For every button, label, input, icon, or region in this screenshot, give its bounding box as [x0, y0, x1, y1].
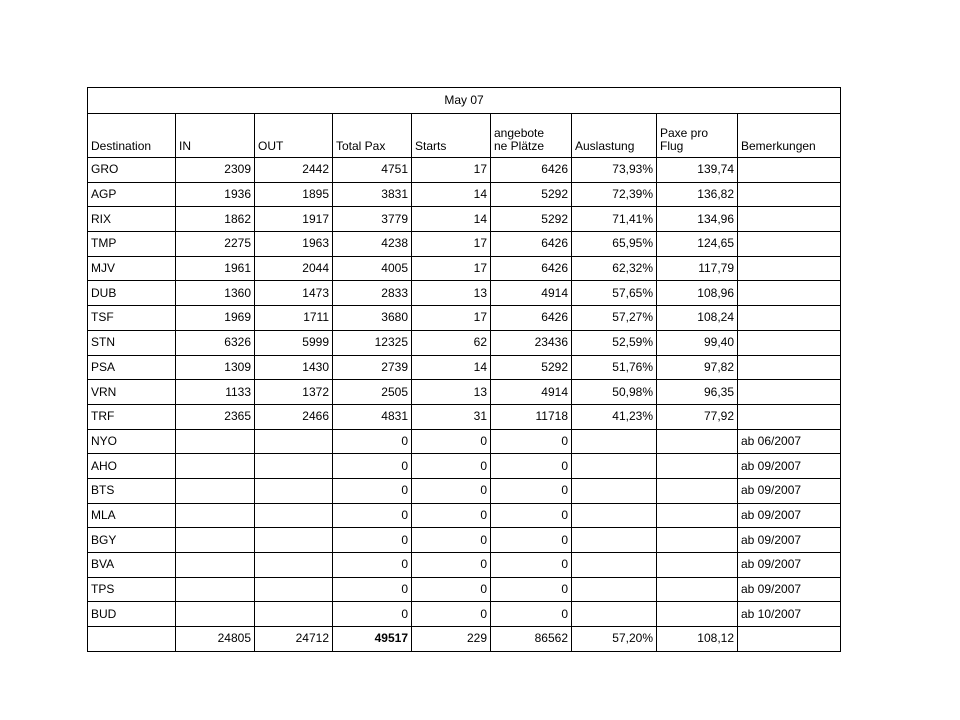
cell-seats: 5292: [491, 182, 572, 207]
cell-bemerkungen: ab 09/2007: [738, 454, 841, 479]
cell-total-pax: 4751: [333, 158, 412, 183]
passenger-stats-table: [87, 87, 841, 652]
cell-starts: 17: [412, 158, 491, 183]
cell-out: [255, 478, 333, 503]
header-angebotene-platze-line1: angebote: [494, 126, 545, 140]
cell-destination: BGY: [88, 528, 176, 553]
cell-out: [255, 602, 333, 627]
header-paxe-pro-flug-line2: Flug: [660, 139, 684, 153]
cell-seats: 5292: [491, 207, 572, 232]
header-in: IN: [176, 114, 255, 158]
cell-paxe-pro-flug: [657, 454, 738, 479]
cell-total-pax: 4238: [333, 232, 412, 257]
cell-bemerkungen: [738, 330, 841, 355]
cell-starts: 17: [412, 306, 491, 331]
cell-seats: 4914: [491, 380, 572, 405]
cell-seats: 0: [491, 528, 572, 553]
cell-auslastung: [572, 503, 657, 528]
cell-seats: 0: [491, 429, 572, 454]
cell-destination: BVA: [88, 553, 176, 578]
cell-total-pax: 0: [333, 478, 412, 503]
cell-destination: RIX: [88, 207, 176, 232]
table-row: [88, 355, 841, 380]
cell-seats: 6426: [491, 158, 572, 183]
cell-out: 1963: [255, 232, 333, 257]
cell-bemerkungen: [738, 158, 841, 183]
cell-auslastung: [572, 429, 657, 454]
cell-starts: 14: [412, 182, 491, 207]
cell-paxe-pro-flug: 97,82: [657, 355, 738, 380]
total-cell-seats: 86562: [491, 627, 572, 652]
cell-in: 1133: [176, 380, 255, 405]
cell-in: [176, 429, 255, 454]
cell-in: 1936: [176, 182, 255, 207]
cell-total-pax: 3680: [333, 306, 412, 331]
header-paxe-pro-flug: [657, 114, 738, 158]
cell-seats: 6426: [491, 232, 572, 257]
cell-starts: 0: [412, 577, 491, 602]
table-row: [88, 429, 841, 454]
cell-bemerkungen: [738, 306, 841, 331]
cell-in: 1969: [176, 306, 255, 331]
header-angebotene-platze: [491, 114, 572, 158]
cell-total-pax: 3831: [333, 182, 412, 207]
cell-bemerkungen: [738, 256, 841, 281]
cell-in: [176, 503, 255, 528]
cell-auslastung: 51,76%: [572, 355, 657, 380]
cell-bemerkungen: ab 09/2007: [738, 503, 841, 528]
header-bemerkungen: Bemerkungen: [738, 114, 841, 158]
cell-starts: 31: [412, 404, 491, 429]
header-paxe-pro-flug-line1: Paxe pro: [660, 126, 709, 140]
cell-paxe-pro-flug: [657, 602, 738, 627]
cell-bemerkungen: ab 09/2007: [738, 553, 841, 578]
cell-starts: 17: [412, 256, 491, 281]
total-cell-destination: [88, 627, 176, 652]
cell-paxe-pro-flug: [657, 429, 738, 454]
cell-auslastung: [572, 478, 657, 503]
cell-paxe-pro-flug: 108,24: [657, 306, 738, 331]
cell-destination: NYO: [88, 429, 176, 454]
cell-bemerkungen: [738, 182, 841, 207]
cell-starts: 14: [412, 355, 491, 380]
cell-out: [255, 553, 333, 578]
header-row: [88, 114, 841, 158]
cell-total-pax: 3779: [333, 207, 412, 232]
table-row: [88, 577, 841, 602]
cell-in: [176, 602, 255, 627]
cell-paxe-pro-flug: [657, 528, 738, 553]
cell-starts: 0: [412, 429, 491, 454]
cell-total-pax: 2505: [333, 380, 412, 405]
cell-total-pax: 0: [333, 528, 412, 553]
cell-auslastung: [572, 528, 657, 553]
cell-destination: TMP: [88, 232, 176, 257]
total-cell-auslastung: 57,20%: [572, 627, 657, 652]
cell-destination: VRN: [88, 380, 176, 405]
cell-paxe-pro-flug: 124,65: [657, 232, 738, 257]
cell-out: 2466: [255, 404, 333, 429]
cell-destination: STN: [88, 330, 176, 355]
cell-auslastung: [572, 602, 657, 627]
table-row: [88, 281, 841, 306]
cell-bemerkungen: [738, 281, 841, 306]
cell-in: 1360: [176, 281, 255, 306]
cell-destination: AGP: [88, 182, 176, 207]
cell-destination: DUB: [88, 281, 176, 306]
table-row: [88, 330, 841, 355]
cell-total-pax: 0: [333, 577, 412, 602]
cell-in: 2365: [176, 404, 255, 429]
cell-in: [176, 454, 255, 479]
cell-out: [255, 577, 333, 602]
header-angebotene-platze-line2: ne Plätze: [494, 139, 545, 153]
table-row: [88, 503, 841, 528]
cell-paxe-pro-flug: [657, 503, 738, 528]
cell-paxe-pro-flug: 134,96: [657, 207, 738, 232]
cell-seats: 6426: [491, 306, 572, 331]
cell-out: 2044: [255, 256, 333, 281]
cell-out: [255, 503, 333, 528]
cell-auslastung: 50,98%: [572, 380, 657, 405]
cell-starts: 13: [412, 281, 491, 306]
cell-in: [176, 577, 255, 602]
cell-starts: 0: [412, 503, 491, 528]
cell-total-pax: 2833: [333, 281, 412, 306]
cell-paxe-pro-flug: [657, 553, 738, 578]
cell-total-pax: 0: [333, 454, 412, 479]
table-row: [88, 232, 841, 257]
cell-in: 1961: [176, 256, 255, 281]
cell-auslastung: 52,59%: [572, 330, 657, 355]
table-row: [88, 306, 841, 331]
cell-in: 2309: [176, 158, 255, 183]
cell-bemerkungen: ab 06/2007: [738, 429, 841, 454]
cell-bemerkungen: [738, 232, 841, 257]
cell-total-pax: 0: [333, 553, 412, 578]
cell-starts: 0: [412, 478, 491, 503]
table-row: [88, 207, 841, 232]
cell-total-pax: 0: [333, 602, 412, 627]
cell-paxe-pro-flug: [657, 577, 738, 602]
cell-auslastung: 72,39%: [572, 182, 657, 207]
total-cell-paxe-pro-flug: 108,12: [657, 627, 738, 652]
total-cell-in: 24805: [176, 627, 255, 652]
cell-seats: 5292: [491, 355, 572, 380]
cell-bemerkungen: [738, 355, 841, 380]
table-body: [88, 88, 841, 652]
cell-in: 1309: [176, 355, 255, 380]
cell-auslastung: 71,41%: [572, 207, 657, 232]
cell-paxe-pro-flug: 108,96: [657, 281, 738, 306]
cell-starts: 13: [412, 380, 491, 405]
cell-auslastung: 65,95%: [572, 232, 657, 257]
cell-auslastung: 57,65%: [572, 281, 657, 306]
table-row: [88, 602, 841, 627]
cell-starts: 14: [412, 207, 491, 232]
cell-total-pax: 12325: [333, 330, 412, 355]
cell-seats: 0: [491, 478, 572, 503]
cell-auslastung: 57,27%: [572, 306, 657, 331]
cell-bemerkungen: ab 09/2007: [738, 577, 841, 602]
cell-starts: 0: [412, 553, 491, 578]
totals-row: [88, 627, 841, 652]
cell-in: 2275: [176, 232, 255, 257]
cell-auslastung: [572, 577, 657, 602]
table-row: [88, 478, 841, 503]
cell-total-pax: 4831: [333, 404, 412, 429]
cell-destination: PSA: [88, 355, 176, 380]
cell-in: [176, 553, 255, 578]
cell-bemerkungen: [738, 207, 841, 232]
cell-destination: TRF: [88, 404, 176, 429]
cell-out: [255, 429, 333, 454]
cell-paxe-pro-flug: 139,74: [657, 158, 738, 183]
cell-out: 1372: [255, 380, 333, 405]
cell-starts: 17: [412, 232, 491, 257]
cell-bemerkungen: ab 10/2007: [738, 602, 841, 627]
cell-starts: 0: [412, 602, 491, 627]
cell-bemerkungen: ab 09/2007: [738, 478, 841, 503]
cell-paxe-pro-flug: 96,35: [657, 380, 738, 405]
cell-destination: MJV: [88, 256, 176, 281]
cell-destination: BUD: [88, 602, 176, 627]
header-starts: Starts: [412, 114, 491, 158]
cell-total-pax: 0: [333, 429, 412, 454]
cell-in: [176, 528, 255, 553]
cell-seats: 0: [491, 553, 572, 578]
cell-out: 2442: [255, 158, 333, 183]
cell-seats: 23436: [491, 330, 572, 355]
table-row: [88, 553, 841, 578]
total-cell-total-pax: 49517: [333, 627, 412, 652]
title-row: [88, 88, 841, 114]
table-row: [88, 256, 841, 281]
cell-seats: 0: [491, 602, 572, 627]
cell-seats: 0: [491, 577, 572, 602]
cell-auslastung: 62,32%: [572, 256, 657, 281]
cell-auslastung: [572, 553, 657, 578]
table-row: [88, 528, 841, 553]
cell-seats: 0: [491, 503, 572, 528]
cell-auslastung: 73,93%: [572, 158, 657, 183]
cell-paxe-pro-flug: 117,79: [657, 256, 738, 281]
header-out: OUT: [255, 114, 333, 158]
cell-in: 1862: [176, 207, 255, 232]
cell-starts: 0: [412, 528, 491, 553]
header-auslastung: Auslastung: [572, 114, 657, 158]
cell-total-pax: 0: [333, 503, 412, 528]
table-row: [88, 158, 841, 183]
cell-auslastung: [572, 454, 657, 479]
cell-destination: TPS: [88, 577, 176, 602]
table-title: May 07: [88, 88, 841, 114]
cell-starts: 62: [412, 330, 491, 355]
cell-destination: GRO: [88, 158, 176, 183]
cell-total-pax: 2739: [333, 355, 412, 380]
total-cell-starts: 229: [412, 627, 491, 652]
cell-total-pax: 4005: [333, 256, 412, 281]
cell-out: [255, 454, 333, 479]
cell-destination: MLA: [88, 503, 176, 528]
table-row: [88, 454, 841, 479]
cell-seats: 6426: [491, 256, 572, 281]
cell-out: 1895: [255, 182, 333, 207]
cell-out: 5999: [255, 330, 333, 355]
cell-destination: TSF: [88, 306, 176, 331]
cell-paxe-pro-flug: 99,40: [657, 330, 738, 355]
cell-out: 1430: [255, 355, 333, 380]
cell-bemerkungen: [738, 404, 841, 429]
cell-starts: 0: [412, 454, 491, 479]
cell-out: [255, 528, 333, 553]
cell-paxe-pro-flug: [657, 478, 738, 503]
table-row: [88, 404, 841, 429]
cell-in: 6326: [176, 330, 255, 355]
cell-destination: AHO: [88, 454, 176, 479]
cell-auslastung: 41,23%: [572, 404, 657, 429]
cell-in: [176, 478, 255, 503]
total-cell-out: 24712: [255, 627, 333, 652]
cell-out: 1917: [255, 207, 333, 232]
cell-seats: 0: [491, 454, 572, 479]
cell-paxe-pro-flug: 136,82: [657, 182, 738, 207]
cell-paxe-pro-flug: 77,92: [657, 404, 738, 429]
cell-bemerkungen: [738, 380, 841, 405]
cell-out: 1711: [255, 306, 333, 331]
cell-destination: BTS: [88, 478, 176, 503]
table-row: [88, 380, 841, 405]
total-cell-bemerkungen: [738, 627, 841, 652]
cell-out: 1473: [255, 281, 333, 306]
header-destination: Destination: [88, 114, 176, 158]
header-total-pax: Total Pax: [333, 114, 412, 158]
cell-bemerkungen: ab 09/2007: [738, 528, 841, 553]
cell-seats: 11718: [491, 404, 572, 429]
table-row: [88, 182, 841, 207]
cell-seats: 4914: [491, 281, 572, 306]
